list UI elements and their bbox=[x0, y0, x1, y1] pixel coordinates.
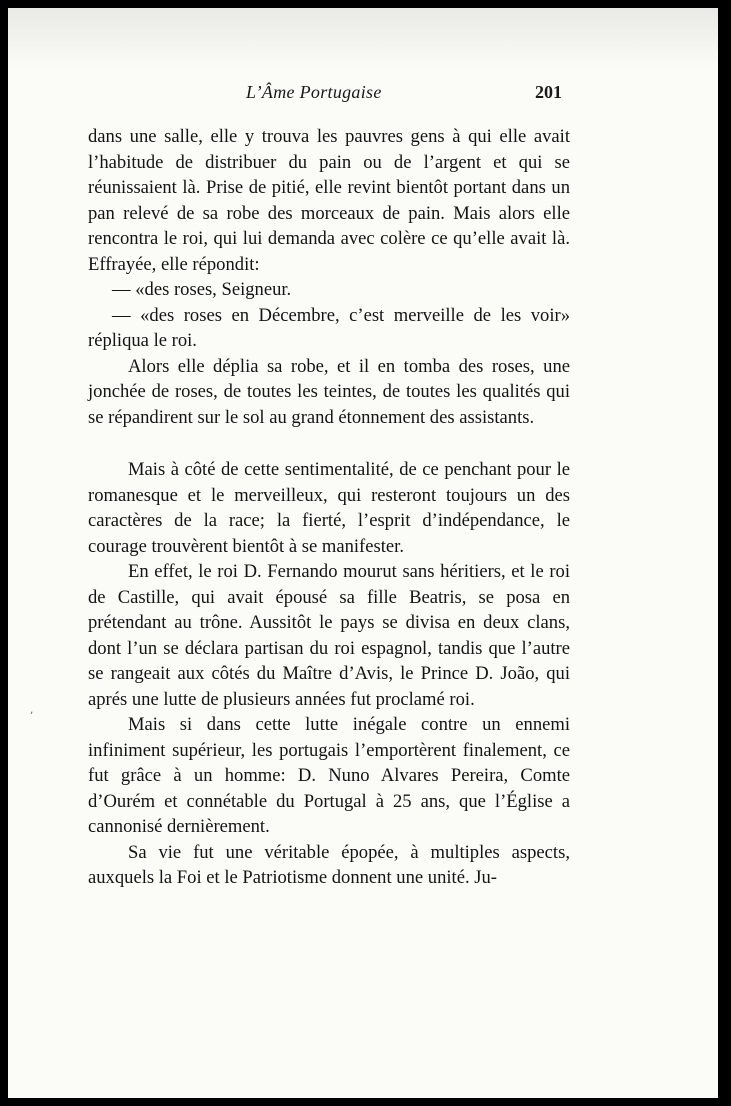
paragraph-5: Mais à côté de cette sentimentalité, de ce penchant pour le romanesque et le merveilleux, qui resteront toujours un des caractères de la race; la fierté, l’esprit d’indépendance, le courage trouvèrent bientôt à se manifester. bbox=[88, 459, 570, 557]
paragraph-8: Sa vie fut une véritable épopée, à multiples aspects, auxquels la Foi et le Patriotisme donnent une unité. Ju- bbox=[88, 841, 570, 888]
paragraph-4: Alors elle déplia sa robe, et il en tomba des roses, une jonchée de roses, de toutes les teintes, de toutes les qualités qui se répandirent sur le sol au grand étonnement des assistants. bbox=[88, 355, 570, 428]
page-number: 201 bbox=[535, 82, 562, 102]
paragraph-3-dialogue: — «des roses en Décembre, c’est merveille de les voir» répliqua le roi. bbox=[88, 304, 570, 351]
paragraph-6: En effet, le roi D. Fernando mourut sans héritiers, et le roi de Castille, qui avait épousé sa fille Beatris, se posa en prétendant au trône. Aussitôt le pays se divisa en deux clans, dont l’un se déclara partisan du roi espagnol, tandis que l’autre se rangeait aux côtés du Maître d’Avis, le Prince D. João, qui aprés une lutte de plusieurs années fut proclamé roi. bbox=[88, 561, 570, 710]
paragraph-2-dialogue: — «des roses, Seigneur. bbox=[112, 279, 292, 300]
paragraph-7: Mais si dans cette lutte inégale contre un ennemi infiniment supérieur, les portugais l’emportèrent finalement, ce fut grâce à un homme: D. Nuno Alvares Pereira, Comte d’Ourém et connétable du Portugal à 25 ans, que l’Église a cannonisé dernièrement. bbox=[88, 714, 570, 837]
paragraph-1: dans une salle, elle y trouva les pauvres gens à qui elle avait l’habitude de distribuer du pain ou de l’argent et qui se réunissaient là. Prise de pitié, elle revint bientôt portant dans un pan relevé de sa robe des morceaux de pain. Mais alors elle rencontra le roi, qui lui demanda avec colère ce qu’elle avait là. Effrayée, elle répondit: bbox=[88, 126, 570, 275]
margin-speck-mark: ‚ bbox=[30, 705, 34, 716]
page-header bbox=[8, 78, 722, 108]
body-text bbox=[88, 124, 570, 891]
running-title: L’Âme Portugaise bbox=[246, 82, 382, 102]
book-page bbox=[8, 8, 722, 1098]
